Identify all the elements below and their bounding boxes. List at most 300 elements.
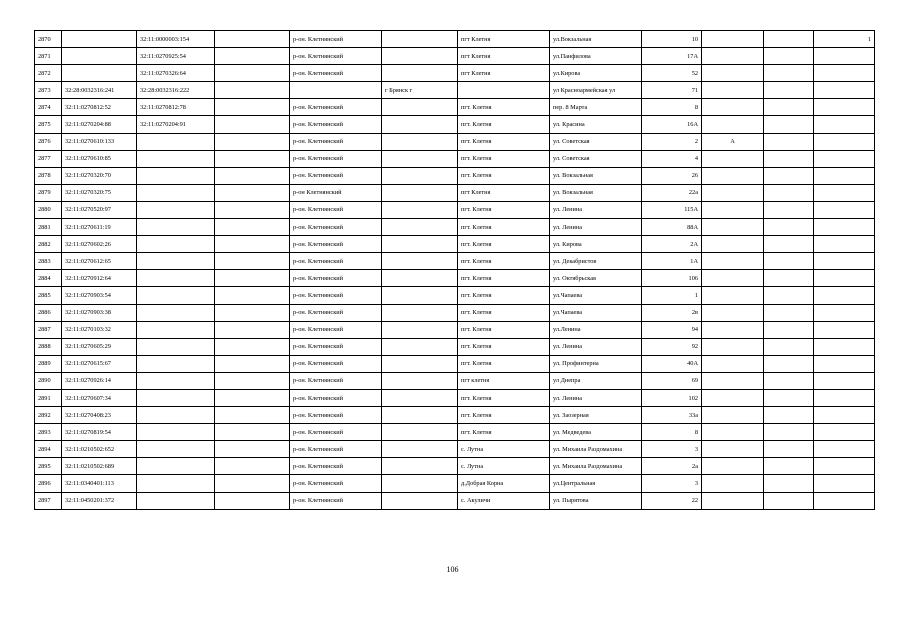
house-number-cell: 26 <box>642 167 702 184</box>
row-number-cell: 2897 <box>35 492 62 509</box>
building-cadastral-number-cell: 32:11:0270204:91 <box>137 116 215 133</box>
cadastral-number-cell: 32:11:0210502:689 <box>62 458 137 475</box>
row-number-cell: 2877 <box>35 150 62 167</box>
locality-cell: пгт. Клетня <box>458 304 550 321</box>
district-cell: р-он. Клетнянский <box>290 492 382 509</box>
city-cell <box>382 492 458 509</box>
row-number-cell: 2878 <box>35 167 62 184</box>
row-number-cell: 2873 <box>35 82 62 99</box>
cadastral-number-cell: 32:11:0270610:133 <box>62 133 137 150</box>
table-row <box>35 82 875 99</box>
house-number-cell: 52 <box>642 65 702 82</box>
city-cell <box>382 475 458 492</box>
letter-cell <box>702 270 764 287</box>
house-number-cell: 22а <box>642 184 702 201</box>
extra-cell <box>764 99 814 116</box>
city-cell <box>382 338 458 355</box>
extra-value-cell <box>814 389 875 406</box>
street-cell: пер. 8 Марта <box>550 99 642 116</box>
cadastral-number-cell: 32:11:0340401:113 <box>62 475 137 492</box>
table-row <box>35 389 875 406</box>
house-number-cell: 1 <box>642 287 702 304</box>
city-cell <box>382 133 458 150</box>
row-number-cell: 2871 <box>35 48 62 65</box>
extra-cell <box>764 458 814 475</box>
district-cell: р-он. Клетнянский <box>290 321 382 338</box>
district-cell: р-он. Клетнянский <box>290 65 382 82</box>
row-number-cell: 2896 <box>35 475 62 492</box>
extra-value-cell <box>814 270 875 287</box>
empty-cell <box>215 48 290 65</box>
locality-cell: пгт. Клетня <box>458 201 550 218</box>
city-cell <box>382 372 458 389</box>
extra-cell <box>764 270 814 287</box>
building-cadastral-number-cell <box>137 389 215 406</box>
table-row <box>35 31 875 48</box>
building-cadastral-number-cell <box>137 458 215 475</box>
empty-cell <box>215 321 290 338</box>
street-cell: ул. Ленина <box>550 338 642 355</box>
street-cell: ул.Вокзальная <box>550 31 642 48</box>
locality-cell: пгт. Клетня <box>458 253 550 270</box>
letter-cell <box>702 287 764 304</box>
building-cadastral-number-cell <box>137 304 215 321</box>
extra-value-cell <box>814 407 875 424</box>
empty-cell <box>215 458 290 475</box>
street-cell: ул. Вокзальная <box>550 167 642 184</box>
row-number-cell: 2883 <box>35 253 62 270</box>
cadastral-number-cell: 32:11:0270602:26 <box>62 236 137 253</box>
district-cell <box>290 82 382 99</box>
empty-cell <box>215 372 290 389</box>
cadastral-number-cell: 32:11:0270408:23 <box>62 407 137 424</box>
street-cell: ул. Кирова <box>550 236 642 253</box>
city-cell <box>382 287 458 304</box>
empty-cell <box>215 475 290 492</box>
building-cadastral-number-cell <box>137 201 215 218</box>
row-number-cell: 2890 <box>35 372 62 389</box>
locality-cell: пгт. Клетня <box>458 167 550 184</box>
cadastral-number-cell: 32:11:0270607:34 <box>62 389 137 406</box>
building-cadastral-number-cell <box>137 492 215 509</box>
extra-value-cell <box>814 338 875 355</box>
letter-cell <box>702 475 764 492</box>
city-cell <box>382 270 458 287</box>
house-number-cell: 69 <box>642 372 702 389</box>
extra-value-cell <box>814 253 875 270</box>
empty-cell <box>215 184 290 201</box>
extra-cell <box>764 65 814 82</box>
extra-cell <box>764 304 814 321</box>
letter-cell <box>702 31 764 48</box>
empty-cell <box>215 270 290 287</box>
city-cell <box>382 150 458 167</box>
building-cadastral-number-cell <box>137 321 215 338</box>
row-number-cell: 2893 <box>35 424 62 441</box>
building-cadastral-number-cell <box>137 270 215 287</box>
cadastral-number-cell: 32:11:0450201:372 <box>62 492 137 509</box>
district-cell: р-он. Клетнянский <box>290 116 382 133</box>
extra-value-cell <box>814 116 875 133</box>
table-row <box>35 167 875 184</box>
house-number-cell: 92 <box>642 338 702 355</box>
street-cell: ул. Советская <box>550 150 642 167</box>
empty-cell <box>215 355 290 372</box>
building-cadastral-number-cell <box>137 167 215 184</box>
extra-cell <box>764 492 814 509</box>
row-number-cell: 2876 <box>35 133 62 150</box>
letter-cell <box>702 304 764 321</box>
letter-cell <box>702 389 764 406</box>
district-cell: р-он. Клетнянский <box>290 441 382 458</box>
extra-value-cell <box>814 475 875 492</box>
table-row <box>35 304 875 321</box>
extra-value-cell: 1 <box>814 31 875 48</box>
street-cell: ул. Ленина <box>550 201 642 218</box>
building-cadastral-number-cell: 32:11:0270925:54 <box>137 48 215 65</box>
row-number-cell: 2892 <box>35 407 62 424</box>
locality-cell: пгт. Клетня <box>458 150 550 167</box>
row-number-cell: 2894 <box>35 441 62 458</box>
row-number-cell: 2881 <box>35 219 62 236</box>
district-cell: р-он. Клетнянский <box>290 287 382 304</box>
city-cell <box>382 167 458 184</box>
table-row <box>35 99 875 116</box>
city-cell <box>382 31 458 48</box>
empty-cell <box>215 201 290 218</box>
extra-value-cell <box>814 219 875 236</box>
empty-cell <box>215 99 290 116</box>
letter-cell <box>702 458 764 475</box>
extra-value-cell <box>814 441 875 458</box>
district-cell: р-он. Клетнянский <box>290 167 382 184</box>
house-number-cell: 106 <box>642 270 702 287</box>
extra-cell <box>764 82 814 99</box>
building-cadastral-number-cell <box>137 372 215 389</box>
row-number-cell: 2885 <box>35 287 62 304</box>
extra-value-cell <box>814 458 875 475</box>
cadastral-number-cell: 32:11:0270903:38 <box>62 304 137 321</box>
house-number-cell: 2А <box>642 236 702 253</box>
city-cell <box>382 407 458 424</box>
building-cadastral-number-cell <box>137 475 215 492</box>
letter-cell <box>702 201 764 218</box>
street-cell: ул. Декабристов <box>550 253 642 270</box>
letter-cell <box>702 424 764 441</box>
row-number-cell: 2888 <box>35 338 62 355</box>
city-cell <box>382 236 458 253</box>
table-row <box>35 372 875 389</box>
locality-cell: пгт Клетня <box>458 48 550 65</box>
house-number-cell: 4 <box>642 150 702 167</box>
district-cell: р-он. Клетнянский <box>290 407 382 424</box>
extra-cell <box>764 389 814 406</box>
empty-cell <box>215 150 290 167</box>
extra-value-cell <box>814 99 875 116</box>
cadastral-number-cell <box>62 65 137 82</box>
letter-cell <box>702 184 764 201</box>
table-row <box>35 441 875 458</box>
letter-cell: А <box>702 133 764 150</box>
extra-value-cell <box>814 201 875 218</box>
cadastral-number-cell: 32:11:0270320:70 <box>62 167 137 184</box>
house-number-cell: 88А <box>642 219 702 236</box>
street-cell: ул. Пырятова <box>550 492 642 509</box>
district-cell: р-он. Клетнянский <box>290 475 382 492</box>
building-cadastral-number-cell <box>137 184 215 201</box>
empty-cell <box>215 492 290 509</box>
locality-cell: пгт клетня <box>458 372 550 389</box>
city-cell <box>382 389 458 406</box>
building-cadastral-number-cell: 32:28:0032316:222 <box>137 82 215 99</box>
extra-value-cell <box>814 321 875 338</box>
cadastral-number-cell: 32:11:0270320:75 <box>62 184 137 201</box>
building-cadastral-number-cell <box>137 150 215 167</box>
house-number-cell: 8 <box>642 99 702 116</box>
district-cell: р-он. Клетнянский <box>290 48 382 65</box>
house-number-cell: 2в <box>642 304 702 321</box>
cadastral-number-cell: 32:11:0270611:19 <box>62 219 137 236</box>
cadastral-number-cell: 32:11:0270926:14 <box>62 372 137 389</box>
empty-cell <box>215 31 290 48</box>
letter-cell <box>702 48 764 65</box>
building-cadastral-number-cell <box>137 287 215 304</box>
extra-cell <box>764 321 814 338</box>
district-cell: р-он. Клетнянский <box>290 150 382 167</box>
street-cell: ул. Михаила Раздомахина <box>550 458 642 475</box>
house-number-cell: 102 <box>642 389 702 406</box>
row-number-cell: 2875 <box>35 116 62 133</box>
extra-cell <box>764 424 814 441</box>
table-row <box>35 321 875 338</box>
table-row <box>35 475 875 492</box>
house-number-cell: 2 <box>642 133 702 150</box>
street-cell: ул.Панфилова <box>550 48 642 65</box>
building-cadastral-number-cell: 32:11:0000003:154 <box>137 31 215 48</box>
street-cell: ул.Чапаева <box>550 304 642 321</box>
building-cadastral-number-cell <box>137 219 215 236</box>
extra-cell <box>764 253 814 270</box>
street-cell: ул. Советская <box>550 133 642 150</box>
locality-cell: пгт. Клетня <box>458 389 550 406</box>
extra-cell <box>764 219 814 236</box>
building-cadastral-number-cell <box>137 355 215 372</box>
table-row <box>35 424 875 441</box>
extra-cell <box>764 116 814 133</box>
table-row <box>35 184 875 201</box>
locality-cell: пгт Клетня <box>458 65 550 82</box>
table-row <box>35 133 875 150</box>
letter-cell <box>702 236 764 253</box>
cadastral-number-cell: 32:11:0270612:65 <box>62 253 137 270</box>
city-cell <box>382 65 458 82</box>
city-cell <box>382 458 458 475</box>
building-cadastral-number-cell <box>137 338 215 355</box>
street-cell: ул. Медведева <box>550 424 642 441</box>
extra-cell <box>764 372 814 389</box>
locality-cell: с. Лутна <box>458 458 550 475</box>
letter-cell <box>702 492 764 509</box>
letter-cell <box>702 372 764 389</box>
city-cell <box>382 424 458 441</box>
extra-value-cell <box>814 355 875 372</box>
row-number-cell: 2887 <box>35 321 62 338</box>
table-row <box>35 48 875 65</box>
row-number-cell: 2889 <box>35 355 62 372</box>
locality-cell: пгт. Клетня <box>458 219 550 236</box>
extra-value-cell <box>814 82 875 99</box>
building-cadastral-number-cell <box>137 441 215 458</box>
street-cell: ул. Красина <box>550 116 642 133</box>
street-cell: ул. Михаила Раздомахина <box>550 441 642 458</box>
locality-cell: пгт. Клетня <box>458 99 550 116</box>
city-cell <box>382 304 458 321</box>
house-number-cell: 3 <box>642 441 702 458</box>
extra-value-cell <box>814 236 875 253</box>
locality-cell: пгт. Клетня <box>458 355 550 372</box>
extra-cell <box>764 48 814 65</box>
letter-cell <box>702 321 764 338</box>
extra-cell <box>764 475 814 492</box>
empty-cell <box>215 441 290 458</box>
house-number-cell: 22 <box>642 492 702 509</box>
letter-cell <box>702 338 764 355</box>
cadastral-number-cell: 32:11:0270615:67 <box>62 355 137 372</box>
cadastral-number-cell: 32:28:0032316:241 <box>62 82 137 99</box>
locality-cell: с. Лутна <box>458 441 550 458</box>
cadastral-number-cell: 32:11:0270103:32 <box>62 321 137 338</box>
district-cell: р-он. Клетнянский <box>290 372 382 389</box>
empty-cell <box>215 116 290 133</box>
letter-cell <box>702 253 764 270</box>
extra-cell <box>764 407 814 424</box>
building-cadastral-number-cell: 32:11:0270812:78 <box>137 99 215 116</box>
extra-value-cell <box>814 424 875 441</box>
district-cell: р-он Клетнянский <box>290 184 382 201</box>
city-cell <box>382 253 458 270</box>
cadastral-number-cell: 32:11:0270204:88 <box>62 116 137 133</box>
extra-cell <box>764 236 814 253</box>
locality-cell: пгт. Клетня <box>458 424 550 441</box>
row-number-cell: 2870 <box>35 31 62 48</box>
street-cell: ул Днепра <box>550 372 642 389</box>
table-row <box>35 150 875 167</box>
house-number-cell: 115А <box>642 201 702 218</box>
house-number-cell: 10 <box>642 31 702 48</box>
building-cadastral-number-cell <box>137 407 215 424</box>
table-row <box>35 355 875 372</box>
empty-cell <box>215 219 290 236</box>
table-row <box>35 492 875 509</box>
extra-cell <box>764 184 814 201</box>
district-cell: р-он. Клетнянский <box>290 355 382 372</box>
district-cell: р-он. Клетнянский <box>290 389 382 406</box>
locality-cell: пгт Клетня <box>458 31 550 48</box>
street-cell: ул. Профинтерна <box>550 355 642 372</box>
district-cell: р-он. Клетнянский <box>290 31 382 48</box>
table-row <box>35 253 875 270</box>
district-cell: р-он. Клетнянский <box>290 133 382 150</box>
row-number-cell: 2874 <box>35 99 62 116</box>
empty-cell <box>215 389 290 406</box>
table-row <box>35 270 875 287</box>
letter-cell <box>702 116 764 133</box>
building-cadastral-number-cell: 32:11:0270326:64 <box>137 65 215 82</box>
street-cell: ул.Ленина <box>550 321 642 338</box>
table-row <box>35 236 875 253</box>
district-cell: р-он. Клетнянский <box>290 99 382 116</box>
extra-cell <box>764 338 814 355</box>
extra-value-cell <box>814 48 875 65</box>
letter-cell <box>702 150 764 167</box>
house-number-cell: 2а <box>642 458 702 475</box>
house-number-cell: 40А <box>642 355 702 372</box>
building-cadastral-number-cell <box>137 253 215 270</box>
cadastral-number-cell: 32:11:0270610:85 <box>62 150 137 167</box>
street-cell: ул. Ленина <box>550 389 642 406</box>
letter-cell <box>702 99 764 116</box>
street-cell: ул. Вокзальная <box>550 184 642 201</box>
extra-value-cell <box>814 65 875 82</box>
locality-cell: д.Добрая Корна <box>458 475 550 492</box>
registry-table <box>34 30 875 510</box>
empty-cell <box>215 407 290 424</box>
house-number-cell: 33а <box>642 407 702 424</box>
city-cell <box>382 219 458 236</box>
extra-value-cell <box>814 184 875 201</box>
letter-cell <box>702 167 764 184</box>
locality-cell: пгт. Клетня <box>458 338 550 355</box>
table-row <box>35 407 875 424</box>
locality-cell: пгт. Клетня <box>458 133 550 150</box>
table-row <box>35 201 875 218</box>
house-number-cell: 94 <box>642 321 702 338</box>
district-cell: р-он. Клетнянский <box>290 236 382 253</box>
letter-cell <box>702 219 764 236</box>
cadastral-number-cell: 32:11:0270605:29 <box>62 338 137 355</box>
cadastral-number-cell: 32:11:0270819:54 <box>62 424 137 441</box>
cadastral-number-cell: 32:11:0270903:54 <box>62 287 137 304</box>
locality-cell: пгт. Клетня <box>458 116 550 133</box>
street-cell: ул. Октябрьская <box>550 270 642 287</box>
district-cell: р-он. Клетнянский <box>290 304 382 321</box>
house-number-cell: 71 <box>642 82 702 99</box>
locality-cell: пгт. Клетня <box>458 236 550 253</box>
house-number-cell: 8 <box>642 424 702 441</box>
house-number-cell: 17А <box>642 48 702 65</box>
cadastral-number-cell: 32:11:0210502:652 <box>62 441 137 458</box>
empty-cell <box>215 424 290 441</box>
cadastral-number-cell: 32:11:0270912:64 <box>62 270 137 287</box>
cadastral-number-cell <box>62 48 137 65</box>
extra-cell <box>764 287 814 304</box>
street-cell: ул.Центральная <box>550 475 642 492</box>
street-cell: ул.Чапаева <box>550 287 642 304</box>
locality-cell: пгт. Клетня <box>458 287 550 304</box>
letter-cell <box>702 407 764 424</box>
building-cadastral-number-cell <box>137 133 215 150</box>
extra-cell <box>764 150 814 167</box>
table-row <box>35 338 875 355</box>
district-cell: р-он. Клетнянский <box>290 458 382 475</box>
extra-value-cell <box>814 492 875 509</box>
district-cell: р-он. Клетнянский <box>290 219 382 236</box>
extra-value-cell <box>814 167 875 184</box>
house-number-cell: 3 <box>642 475 702 492</box>
table-row <box>35 287 875 304</box>
city-cell <box>382 116 458 133</box>
city-cell <box>382 99 458 116</box>
